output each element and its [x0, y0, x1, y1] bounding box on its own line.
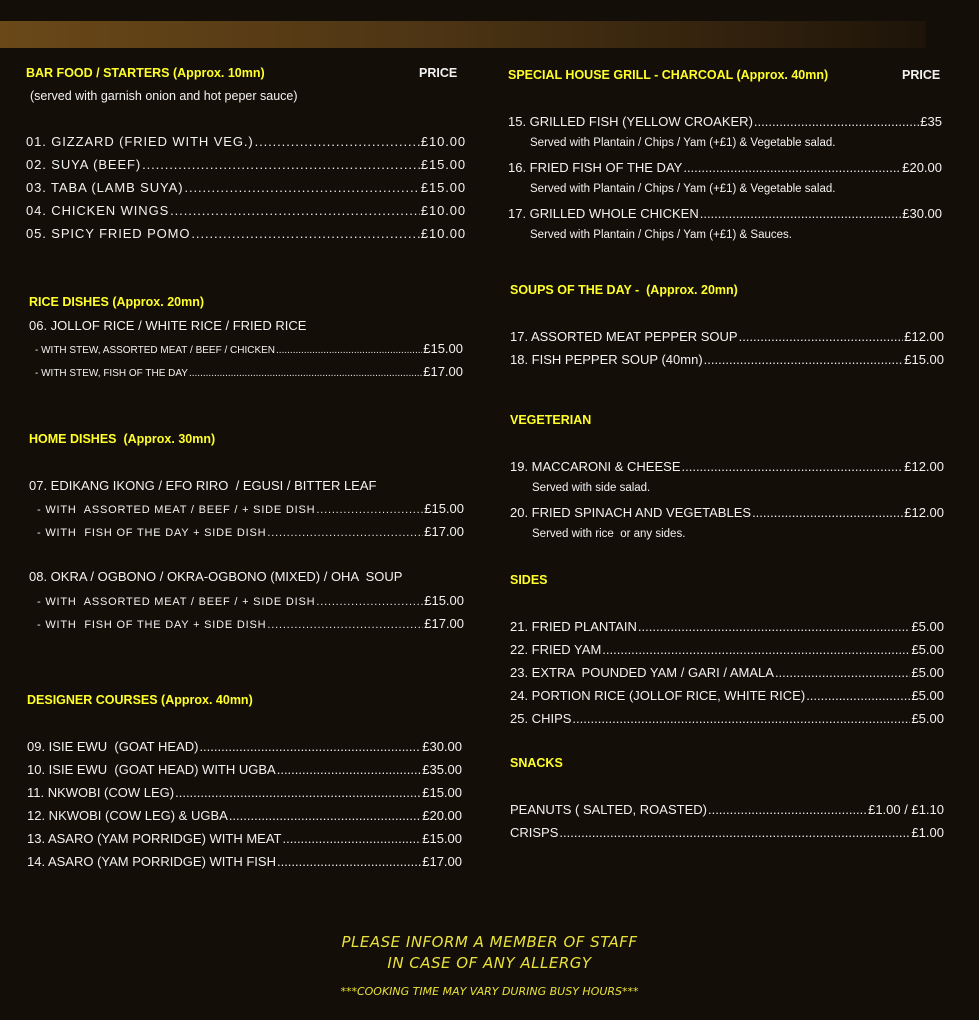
dot-leader [199, 739, 421, 754]
menu-item [27, 854, 462, 869]
menu-item-heading: 07. EDIKANG IKONG / EFO RIRO / EGUSI / BITTER LEAF [29, 478, 377, 493]
menu-item [26, 134, 466, 149]
menu-item [27, 762, 462, 777]
menu-item [27, 831, 462, 846]
item-price: £1.00 / £1.10 [868, 802, 944, 817]
item-price: £17.00 [422, 854, 462, 869]
item-name: 18. FISH PEPPER SOUP (40mn) [510, 352, 703, 367]
menu-item [510, 688, 944, 703]
price-column-header: PRICE [419, 66, 458, 80]
item-price: £5.00 [911, 711, 944, 726]
dot-leader [170, 203, 420, 218]
item-name: 20. FRIED SPINACH AND VEGETABLES [510, 505, 752, 520]
item-name: 03. TABA (LAMB SUYA) [26, 180, 184, 195]
dot-leader [704, 352, 904, 367]
item-price: £5.00 [911, 688, 944, 703]
allergy-notice-line-2: IN CASE OF ANY ALLERGY [387, 954, 592, 972]
dot-leader [683, 160, 901, 175]
item-name: 09. ISIE EWU (GOAT HEAD) [27, 739, 199, 754]
item-price: £15.00 [422, 785, 462, 800]
option-name: - WITH FISH OF THE DAY + SIDE DISH [37, 619, 267, 631]
item-price: £10.00 [420, 226, 466, 241]
dot-leader [229, 808, 421, 823]
dot-leader [142, 157, 420, 172]
item-price: £12.00 [904, 505, 944, 520]
header-bar [0, 21, 926, 48]
item-name: CRISPS [510, 825, 559, 840]
dot-leader [708, 802, 867, 817]
menu-item [510, 825, 944, 840]
menu-item [26, 157, 466, 172]
menu-item-option [37, 616, 464, 631]
item-price: £20.00 [902, 160, 942, 175]
item-name: PEANUTS ( SALTED, ROASTED) [510, 802, 707, 817]
option-price: £15.00 [424, 593, 464, 608]
item-name: 15. GRILLED FISH (YELLOW CROAKER) [508, 114, 753, 129]
item-description: Served with Plantain / Chips / Yam (+£1) & Vegetable salad. [530, 137, 836, 149]
menu-item [26, 180, 466, 195]
section-title-home: HOME DISHES (Approx. 30mn) [29, 432, 216, 446]
item-price: £35 [920, 114, 942, 129]
allergy-notice-line-1: PLEASE INFORM A MEMBER OF STAFF [341, 933, 638, 951]
item-price: £20.00 [422, 808, 462, 823]
option-name: - WITH FISH OF THE DAY + SIDE DISH [37, 527, 267, 539]
menu-item [510, 619, 944, 634]
option-price: £17.00 [423, 364, 463, 379]
dot-leader [316, 596, 423, 608]
item-name: 17. GRILLED WHOLE CHICKEN [508, 206, 699, 221]
menu-item-option [35, 364, 463, 379]
menu-item-heading: 08. OKRA / OGBONO / OKRA-OGBONO (MIXED) / OHA SOUP [29, 569, 403, 584]
item-price: £12.00 [904, 329, 944, 344]
item-price: £10.00 [420, 203, 466, 218]
item-name: 22. FRIED YAM [510, 642, 602, 657]
section-title-designer: DESIGNER COURSES (Approx. 40mn) [27, 693, 253, 707]
dot-leader [184, 180, 419, 195]
item-price: £10.00 [420, 134, 466, 149]
menu-item [510, 352, 944, 367]
dot-leader [739, 329, 904, 344]
section-title-soups: SOUPS OF THE DAY - (Approx. 20mn) [510, 283, 738, 297]
menu-item [26, 226, 466, 241]
menu-item [510, 802, 944, 817]
option-name: - WITH STEW, ASSORTED MEAT / BEEF / CHICKEN [35, 345, 276, 356]
menu-item-option [35, 341, 463, 356]
item-price: £15.00 [422, 831, 462, 846]
menu-item [508, 114, 942, 129]
item-name: 12. NKWOBI (COW LEG) & UGBA [27, 808, 228, 823]
bar-food-note: (served with garnish onion and hot peper sauce) [30, 89, 298, 103]
dot-leader [682, 459, 904, 474]
cooking-time-notice: ***COOKING TIME MAY VARY DURING BUSY HOURS*** [340, 985, 639, 998]
dot-leader [559, 825, 910, 840]
menu-item [510, 711, 944, 726]
dot-leader [806, 688, 910, 703]
item-price: £12.00 [904, 459, 944, 474]
dot-leader [267, 619, 423, 631]
dot-leader [277, 854, 421, 869]
item-name: 02. SUYA (BEEF) [26, 157, 142, 172]
menu-item-option [37, 501, 464, 516]
dot-leader [267, 527, 423, 539]
dot-leader [754, 114, 919, 129]
dot-leader [752, 505, 903, 520]
dot-leader [572, 711, 910, 726]
menu-item [510, 459, 944, 474]
item-name: 05. SPICY FRIED POMO [26, 226, 191, 241]
option-name: - WITH STEW, FISH OF THE DAY [35, 368, 188, 379]
dot-leader [638, 619, 911, 634]
item-name: 17. ASSORTED MEAT PEPPER SOUP [510, 329, 738, 344]
menu-item [510, 505, 944, 520]
item-price: £5.00 [911, 642, 944, 657]
section-title-bar-food: BAR FOOD / STARTERS (Approx. 10mn) [26, 66, 265, 80]
option-price: £17.00 [424, 616, 464, 631]
menu-item [508, 160, 942, 175]
item-price: £15.00 [420, 180, 466, 195]
item-name: 16. FRIED FISH OF THE DAY [508, 160, 683, 175]
item-name: 24. PORTION RICE (JOLLOF RICE, WHITE RICE) [510, 688, 806, 703]
menu-item [510, 642, 944, 657]
item-name: 23. EXTRA POUNDED YAM / GARI / AMALA [510, 665, 774, 680]
item-price: £5.00 [911, 619, 944, 634]
option-price: £15.00 [423, 341, 463, 356]
menu-item [510, 329, 944, 344]
section-title-snacks: SNACKS [510, 756, 563, 770]
item-name: 19. MACCARONI & CHEESE [510, 459, 681, 474]
item-price: £1.00 [911, 825, 944, 840]
item-description: Served with rice or any sides. [532, 528, 686, 540]
option-name: - WITH ASSORTED MEAT / BEEF / + SIDE DISH [37, 596, 316, 608]
dot-leader [277, 762, 422, 777]
menu-item-heading: 06. JOLLOF RICE / WHITE RICE / FRIED RICE [29, 318, 307, 333]
item-name: 14. ASARO (YAM PORRIDGE) WITH FISH [27, 854, 276, 869]
item-name: 04. CHICKEN WINGS [26, 203, 170, 218]
dot-leader [255, 134, 420, 149]
menu-item-option [37, 593, 464, 608]
item-price: £15.00 [904, 352, 944, 367]
item-name: 01. GIZZARD (FRIED WITH VEG.) [26, 134, 254, 149]
item-price: £35.00 [422, 762, 462, 777]
menu-item [510, 665, 944, 680]
dot-leader [602, 642, 910, 657]
menu-item [27, 739, 462, 754]
item-description: Served with Plantain / Chips / Yam (+£1) & Sauces. [530, 229, 792, 241]
dot-leader [283, 831, 422, 846]
option-price: £15.00 [424, 501, 464, 516]
dot-leader [316, 504, 423, 516]
item-price: £5.00 [911, 665, 944, 680]
item-price: £30.00 [422, 739, 462, 754]
item-name: 10. ISIE EWU (GOAT HEAD) WITH UGBA [27, 762, 276, 777]
dot-leader [700, 206, 902, 221]
dot-leader [175, 785, 421, 800]
price-column-header: PRICE [902, 68, 941, 82]
section-title-vegeterian: VEGETERIAN [510, 413, 592, 427]
item-name: 11. NKWOBI (COW LEG) [27, 785, 175, 800]
section-title-rice: RICE DISHES (Approx. 20mn) [29, 295, 205, 309]
menu-item [508, 206, 942, 221]
item-name: 25. CHIPS [510, 711, 572, 726]
item-price: £15.00 [420, 157, 466, 172]
dot-leader [189, 368, 422, 379]
option-price: £17.00 [424, 524, 464, 539]
item-name: 21. FRIED PLANTAIN [510, 619, 637, 634]
menu-item-option [37, 524, 464, 539]
section-title-grill: SPECIAL HOUSE GRILL - CHARCOAL (Approx. 40mn) [508, 68, 829, 82]
item-description: Served with side salad. [532, 482, 651, 494]
item-description: Served with Plantain / Chips / Yam (+£1) & Vegetable salad. [530, 183, 836, 195]
item-name: 13. ASARO (YAM PORRIDGE) WITH MEAT [27, 831, 282, 846]
section-title-sides: SIDES [510, 573, 548, 587]
menu-item [27, 785, 462, 800]
menu-item [27, 808, 462, 823]
dot-leader [775, 665, 911, 680]
option-name: - WITH ASSORTED MEAT / BEEF / + SIDE DISH [37, 504, 316, 516]
menu-item [26, 203, 466, 218]
dot-leader [276, 345, 422, 356]
item-price: £30.00 [902, 206, 942, 221]
dot-leader [191, 226, 419, 241]
